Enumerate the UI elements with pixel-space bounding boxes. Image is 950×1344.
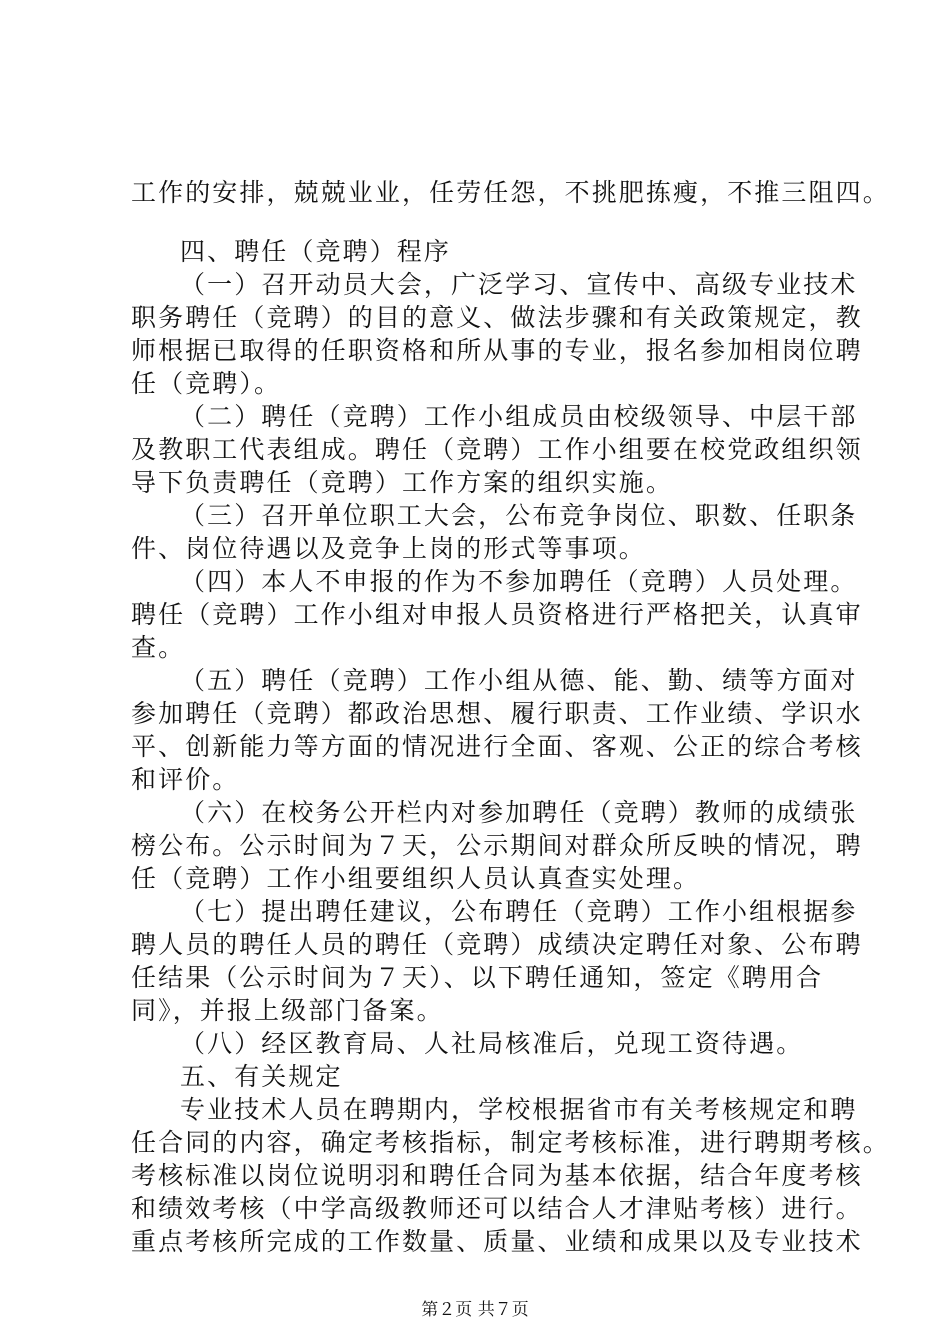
body-line: （七）提出聘任建议，公布聘任（竞聘）工作小组根据参 [180,897,858,926]
body-line: 师根据已取得的任职资格和所从事的专业，报名参加相岗位聘 [131,336,863,365]
body-line: 聘任（竞聘）工作小组对申报人员资格进行严格把关，认真审 [131,600,863,629]
body-line: 任结果（公示时间为７天）、以下聘任通知，签定《聘用合 [131,963,824,992]
body-line: 和绩效考核（中学高级教师还可以结合人才津贴考核）进行。 [131,1194,863,1223]
section-heading: 四、聘任（竞聘）程序 [180,237,452,266]
body-line: 参加聘任（竞聘）都政治思想、履行职责、工作业绩、学识水 [131,699,863,728]
body-line: 和评价。 [131,765,240,794]
body-line: （八）经区教育局、人社局核准后，兑现工资待遇。 [180,1029,804,1058]
body-line: 同》，并报上级部门备案。 [131,996,444,1025]
body-line: （二）聘任（竞聘）工作小组成员由校级领导、中层干部 [180,402,858,431]
body-line: 榜公布。公示时间为７天，公示期间对群众所反映的情况，聘 [131,831,863,860]
body-line: 任合同的内容，确定考核指标，制定考核标准，进行聘期考核。 [131,1128,890,1157]
body-line: （五）聘任（竞聘）工作小组从德、能、勤、绩等方面对 [180,666,858,695]
body-line: 件、岗位待遇以及竞争上岗的形式等事项。 [131,534,646,563]
body-line: 任（竞聘）。 [131,369,282,398]
body-line: （一）召开动员大会，广泛学习、宣传中、高级专业技术 [180,270,858,299]
body-line: 平、创新能力等方面的情况进行全面、客观、公正的综合考核 [131,732,863,761]
body-line: 专业技术人员在聘期内，学校根据省市有关考核规定和聘 [180,1095,858,1124]
body-line: （三）召开单位职工大会，公布竞争岗位、职数、任职条 [180,501,858,530]
body-line: 考核标准以岗位说明羽和聘任合同为基本依据，结合年度考核 [131,1161,863,1190]
body-line: 职务聘任（竞聘）的目的意义、做法步骤和有关政策规定，教 [131,303,863,332]
section-heading: 五、有关规定 [180,1062,343,1091]
body-line: （四）本人不申报的作为不参加聘任（竞聘）人员处理。 [180,567,858,596]
body-line: 聘人员的聘任人员的聘任（竞聘）成绩决定聘任对象、公布聘 [131,930,863,959]
body-line: （六）在校务公开栏内对参加聘任（竞聘）教师的成绩张 [180,798,858,827]
page-number-footer: 第２页 共７页 [421,1300,529,1320]
body-line: 及教职工代表组成。聘任（竞聘）工作小组要在校党政组织领 [131,435,863,464]
body-line: 工作的安排，兢兢业业，任劳任怨，不挑肥拣瘦，不推三阻四。 [131,178,890,207]
body-line: 导下负责聘任（竞聘）工作方案的组织实施。 [131,468,674,497]
body-line: 查。 [131,633,186,662]
body-line: 任（竞聘）工作小组要组织人员认真查实处理。 [131,864,701,893]
body-line: 重点考核所完成的工作数量、质量、业绩和成果以及专业技术 [131,1227,863,1256]
